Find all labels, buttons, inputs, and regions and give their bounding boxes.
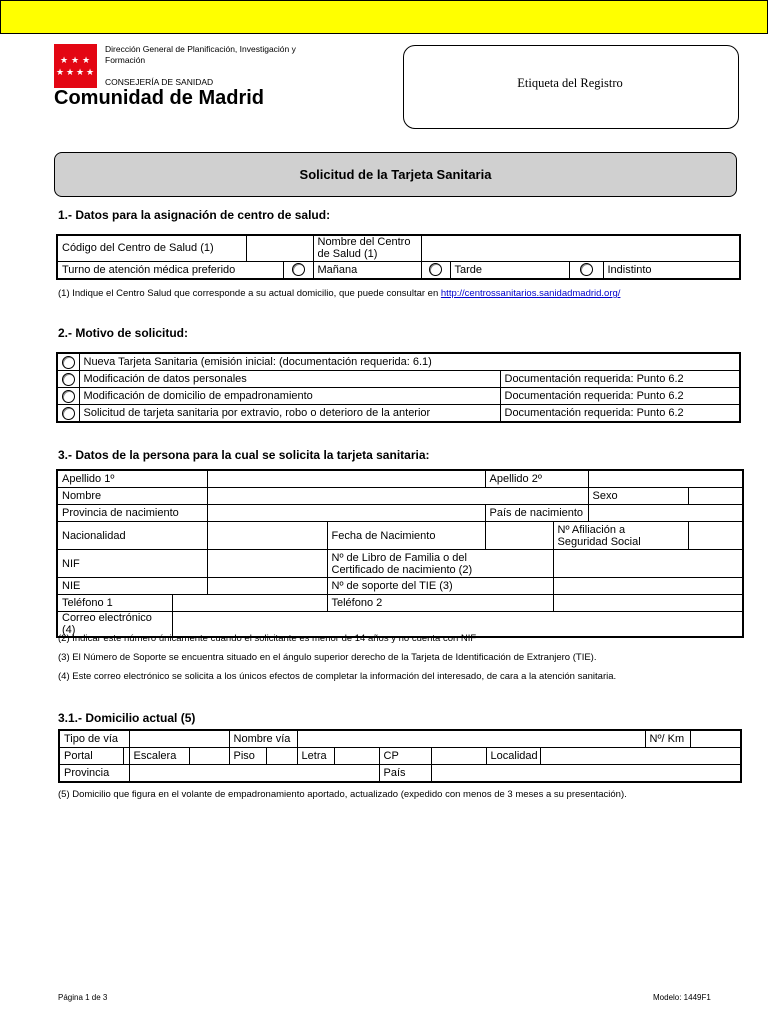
domicilio-table (58, 729, 742, 783)
provincia-nac-input[interactable] (207, 505, 485, 522)
motivo-label-1: Nueva Tarjeta Sanitaria (emisión inicial: (documentación requerida: 6.1) (79, 353, 740, 371)
motivo-label-3: Modificación de domicilio de empadronamiento (79, 388, 500, 405)
motivo-doc-2: Documentación requerida: Punto 6.2 (500, 371, 740, 388)
pais-nac-input[interactable] (588, 505, 743, 522)
cp-input[interactable] (431, 748, 486, 765)
comunidad-title: Comunidad de Madrid (54, 87, 264, 109)
motivo-doc-4: Documentación requerida: Punto 6.2 (500, 405, 740, 423)
fecha-nac-label: Fecha de Nacimiento (327, 522, 485, 550)
nombre-centro-input[interactable] (421, 235, 740, 261)
escalera-label: Escalera (129, 748, 189, 765)
nombre-centro-label (313, 235, 421, 261)
telefono2-input[interactable] (553, 595, 743, 612)
radio-tarde[interactable] (421, 261, 450, 279)
apellido2-label: Apellido 2º (485, 470, 588, 488)
telefono2-label: Teléfono 2 (327, 595, 553, 612)
nombre-label: Nombre (57, 488, 207, 505)
form-title: Solicitud de la Tarjeta Sanitaria (54, 152, 737, 197)
centros-link[interactable]: http://centrossanitarios.sanidadmadrid.org/ (440, 288, 621, 299)
correo-label: Correo electrónico (4) (57, 612, 172, 638)
nombre-input[interactable] (207, 488, 588, 505)
radio-icon[interactable] (62, 390, 75, 403)
libro-familia-label (327, 550, 553, 578)
section31-heading: 3.1.- Domicilio actual (5) (58, 711, 196, 725)
pais-input[interactable] (431, 765, 741, 783)
turno-indistinto-label: Indistinto (603, 261, 740, 279)
section1-heading: 1.- Datos para la asignación de centro de salud: (58, 208, 331, 222)
madrid-flag-logo: ★ ★ ★ ★ ★ ★ ★ (54, 44, 97, 88)
codigo-centro-label: Código del Centro de Salud (1) (57, 235, 246, 261)
afiliacion-label-2: Seguridad Social (557, 535, 641, 548)
nif-input[interactable] (207, 550, 327, 578)
radio-manana[interactable] (283, 261, 313, 279)
nie-input[interactable] (207, 578, 327, 595)
consejeria-label: CONSEJERÍA DE SANIDAD (105, 77, 214, 87)
motivo-radio-3[interactable] (57, 388, 79, 405)
org-line-1: Dirección General de Planificación, Investigación y (105, 44, 296, 54)
turno-manana-label: Mañana (313, 261, 421, 279)
localidad-label: Localidad (486, 748, 540, 765)
top-yellow-bar (0, 0, 768, 34)
nombre-via-label: Nombre vía (229, 730, 297, 748)
radio-icon[interactable] (429, 263, 442, 276)
tipo-via-label: Tipo de vía (59, 730, 129, 748)
nombre-centro-label-1: Nombre del Centro (317, 236, 411, 249)
motivo-label-2: Modificación de datos personales (79, 371, 500, 388)
turno-tarde-label: Tarde (450, 261, 569, 279)
piso-input[interactable] (266, 748, 297, 765)
section1-note-text: (1) Indique el Centro Salud que corresponde a su actual domicilio, que puede consultar en (58, 288, 439, 299)
soporte-tie-label: Nº de soporte del TIE (3) (327, 578, 553, 595)
provincia-label: Provincia (59, 765, 129, 783)
motivo-radio-2[interactable] (57, 371, 79, 388)
tipo-via-input[interactable] (129, 730, 229, 748)
page-number: Página 1 de 3 (58, 993, 108, 1002)
fecha-nac-input[interactable] (485, 522, 553, 550)
section2-heading: 2.- Motivo de solicitud: (58, 326, 189, 340)
afiliacion-label (553, 522, 688, 550)
section2-table (56, 352, 741, 423)
nombre-via-input[interactable] (297, 730, 645, 748)
letra-label: Letra (297, 748, 334, 765)
sexo-label: Sexo (588, 488, 688, 505)
motivo-doc-3: Documentación requerida: Punto 6.2 (500, 388, 740, 405)
cp-label: CP (379, 748, 431, 765)
note-4: (4) Este correo electrónico se solicita a los únicos efectos de completar la información del interesado, de cara a la atención sanitaria. (58, 671, 617, 682)
radio-icon[interactable] (62, 356, 75, 369)
motivo-label-4: Solicitud de tarjeta sanitaria por extravio, robo o deterioro de la anterior (79, 405, 500, 423)
num-km-label: Nº/ Km (645, 730, 690, 748)
provincia-input[interactable] (129, 765, 379, 783)
telefono1-input[interactable] (172, 595, 327, 612)
pais-nac-label: País de nacimiento (485, 505, 588, 522)
apellido2-input[interactable] (588, 470, 743, 488)
apellido1-label: Apellido 1º (57, 470, 207, 488)
telefono1-label: Teléfono 1 (57, 595, 172, 612)
section1-note (58, 288, 620, 299)
turno-label: Turno de atención médica preferido (57, 261, 283, 279)
nif-label: NIF (57, 550, 207, 578)
radio-icon[interactable] (62, 407, 75, 420)
libro-familia-input[interactable] (553, 550, 743, 578)
libro-familia-label-1: Nº de Libro de Familia o del (331, 551, 467, 564)
nombre-centro-label-2: de Salud (1) (317, 248, 378, 261)
codigo-centro-input[interactable] (246, 235, 313, 261)
motivo-radio-4[interactable] (57, 405, 79, 423)
localidad-input[interactable] (540, 748, 741, 765)
radio-indistinto[interactable] (569, 261, 603, 279)
portal-label: Portal (59, 748, 123, 765)
modelo-code: Modelo: 1449F1 (653, 993, 711, 1002)
soporte-tie-input[interactable] (553, 578, 743, 595)
pais-label: País (379, 765, 431, 783)
nie-label: NIE (57, 578, 207, 595)
section3-heading: 3.- Datos de la persona para la cual se solicita la tarjeta sanitaria: (58, 448, 430, 462)
registro-label-text: Etiqueta del Registro (517, 76, 623, 90)
radio-icon[interactable] (62, 373, 75, 386)
num-km-input[interactable] (690, 730, 741, 748)
piso-label: Piso (229, 748, 266, 765)
note-5: (5) Domicilio que figura en el volante de empadronamiento aportado, actualizado (expedido con menos de 3 meses a su presentación). (58, 789, 627, 800)
provincia-nac-label: Provincia de nacimiento (57, 505, 207, 522)
motivo-radio-1[interactable] (57, 353, 79, 371)
note-2: (2) Indicar este número únicamente cuando el solicitante es menor de 14 años y no cuenta con NIF (58, 633, 477, 644)
section3-table (56, 469, 744, 638)
afiliacion-label-1: Nº Afiliación a (557, 523, 626, 536)
section1-table (56, 234, 741, 280)
note-3: (3) El Número de Soporte se encuentra situado en el ángulo superior derecho de la Tarjeta de Identificación de Extranjero (TIE). (58, 652, 597, 663)
radio-icon[interactable] (580, 263, 593, 276)
nacionalidad-input[interactable] (207, 522, 327, 550)
radio-icon[interactable] (292, 263, 305, 276)
apellido1-input[interactable] (207, 470, 485, 488)
escalera-input[interactable] (189, 748, 229, 765)
letra-input[interactable] (334, 748, 379, 765)
nacionalidad-label: Nacionalidad (57, 522, 207, 550)
org-line-2: Formación (105, 55, 146, 65)
sexo-input[interactable] (688, 488, 743, 505)
libro-familia-label-2: Certificado de nacimiento (2) (331, 563, 473, 576)
afiliacion-input[interactable] (688, 522, 743, 550)
